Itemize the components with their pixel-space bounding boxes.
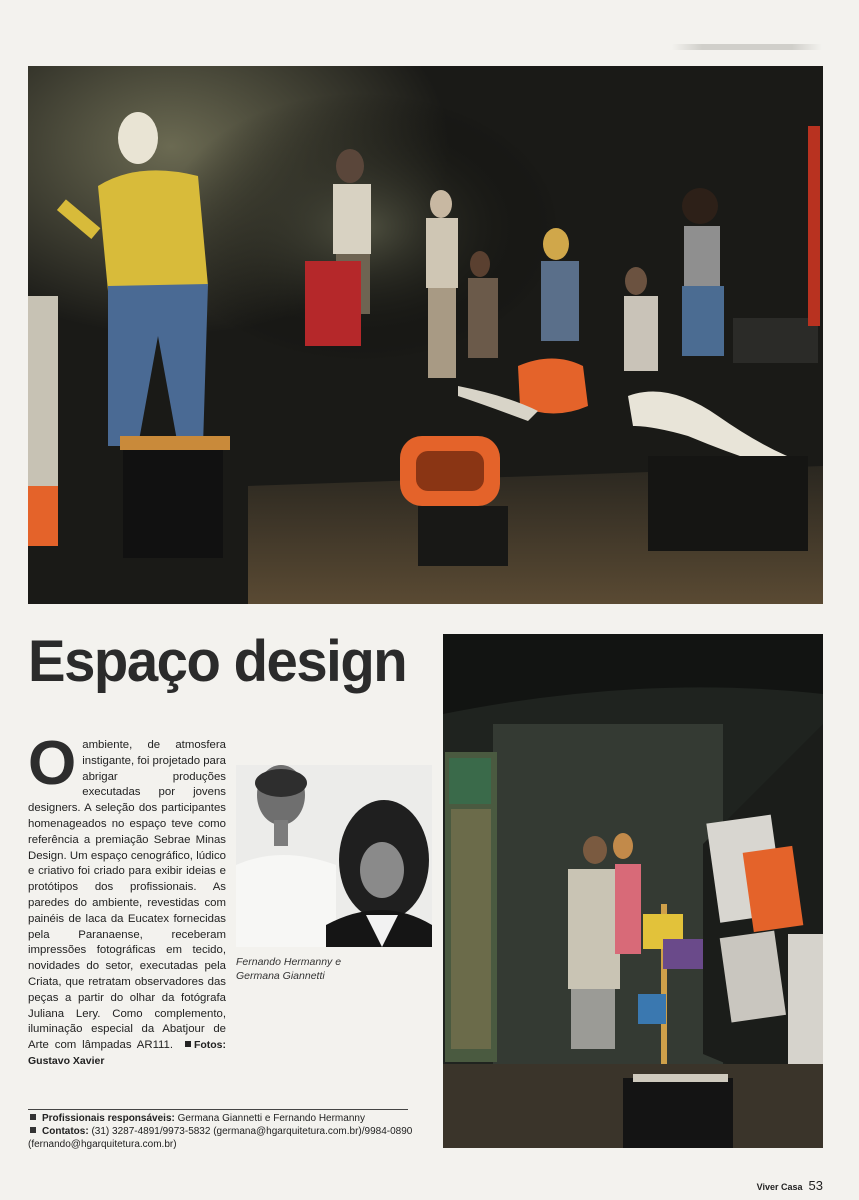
info-box	[28, 1112, 428, 1151]
portrait-photo	[236, 765, 432, 947]
contacts-value: (31) 3287-4891/9973-5832 (germana@hgarquitetura.com.br)/9984-0890	[88, 1126, 413, 1137]
photo-credit: Fotos: Gustavo Xavier	[28, 1039, 227, 1067]
drop-cap: O	[28, 729, 77, 798]
professionals-value: Germana Giannetti e Fernando Hermanny	[174, 1113, 365, 1124]
article-body	[28, 729, 227, 1070]
article-body-text: ambiente, de atmosfera instigante, foi projetado para abrigar produções executadas por jovens designers. A seleção dos participantes homenageados no espaço teve como referência a premiação Sebrae Minas Design. Um espaço cenográfico, lúdico e criativo foi criado para exibir ideias e protótipos dos profissionais. As paredes do ambiente, revestidas com painéis de laca da Eucatex fornecidas pela Paranaense, receberam impressões fotográficas em tecido, novidades do setor, executadas pela Criata, que retratam observadores das peças a partir do olhar da fotógrafa Juliana Lery. Como complemento, iluminação especial da Abatjour de Arte com lâmpadas AR111.	[28, 739, 226, 1052]
hero-photo-exhibition-room	[28, 66, 823, 604]
contacts-value-2: (fernando@hgarquitetura.com.br)	[28, 1139, 177, 1150]
page-number: 53	[808, 1178, 823, 1193]
running-header-line	[672, 44, 822, 50]
professionals-row	[28, 1112, 428, 1125]
contacts-label: Contatos:	[42, 1126, 89, 1137]
caption-line-2: Germana Giannetti	[236, 970, 325, 982]
credit-square-icon	[185, 1041, 191, 1047]
bullet-square-icon	[30, 1127, 36, 1133]
room-photo-gallery-visitors	[443, 634, 823, 1148]
contacts-row-2	[28, 1138, 428, 1151]
contacts-row	[28, 1125, 428, 1138]
page-footer	[757, 1178, 823, 1193]
publication-name: Viver Casa	[756, 1182, 803, 1192]
caption-line-1: Fernando Hermanny e	[236, 956, 342, 968]
portrait-caption	[236, 955, 432, 983]
bullet-square-icon	[30, 1114, 36, 1120]
article-title: Espaço design	[28, 629, 407, 694]
info-divider	[28, 1109, 408, 1110]
professionals-label: Profissionais responsáveis:	[42, 1113, 175, 1124]
